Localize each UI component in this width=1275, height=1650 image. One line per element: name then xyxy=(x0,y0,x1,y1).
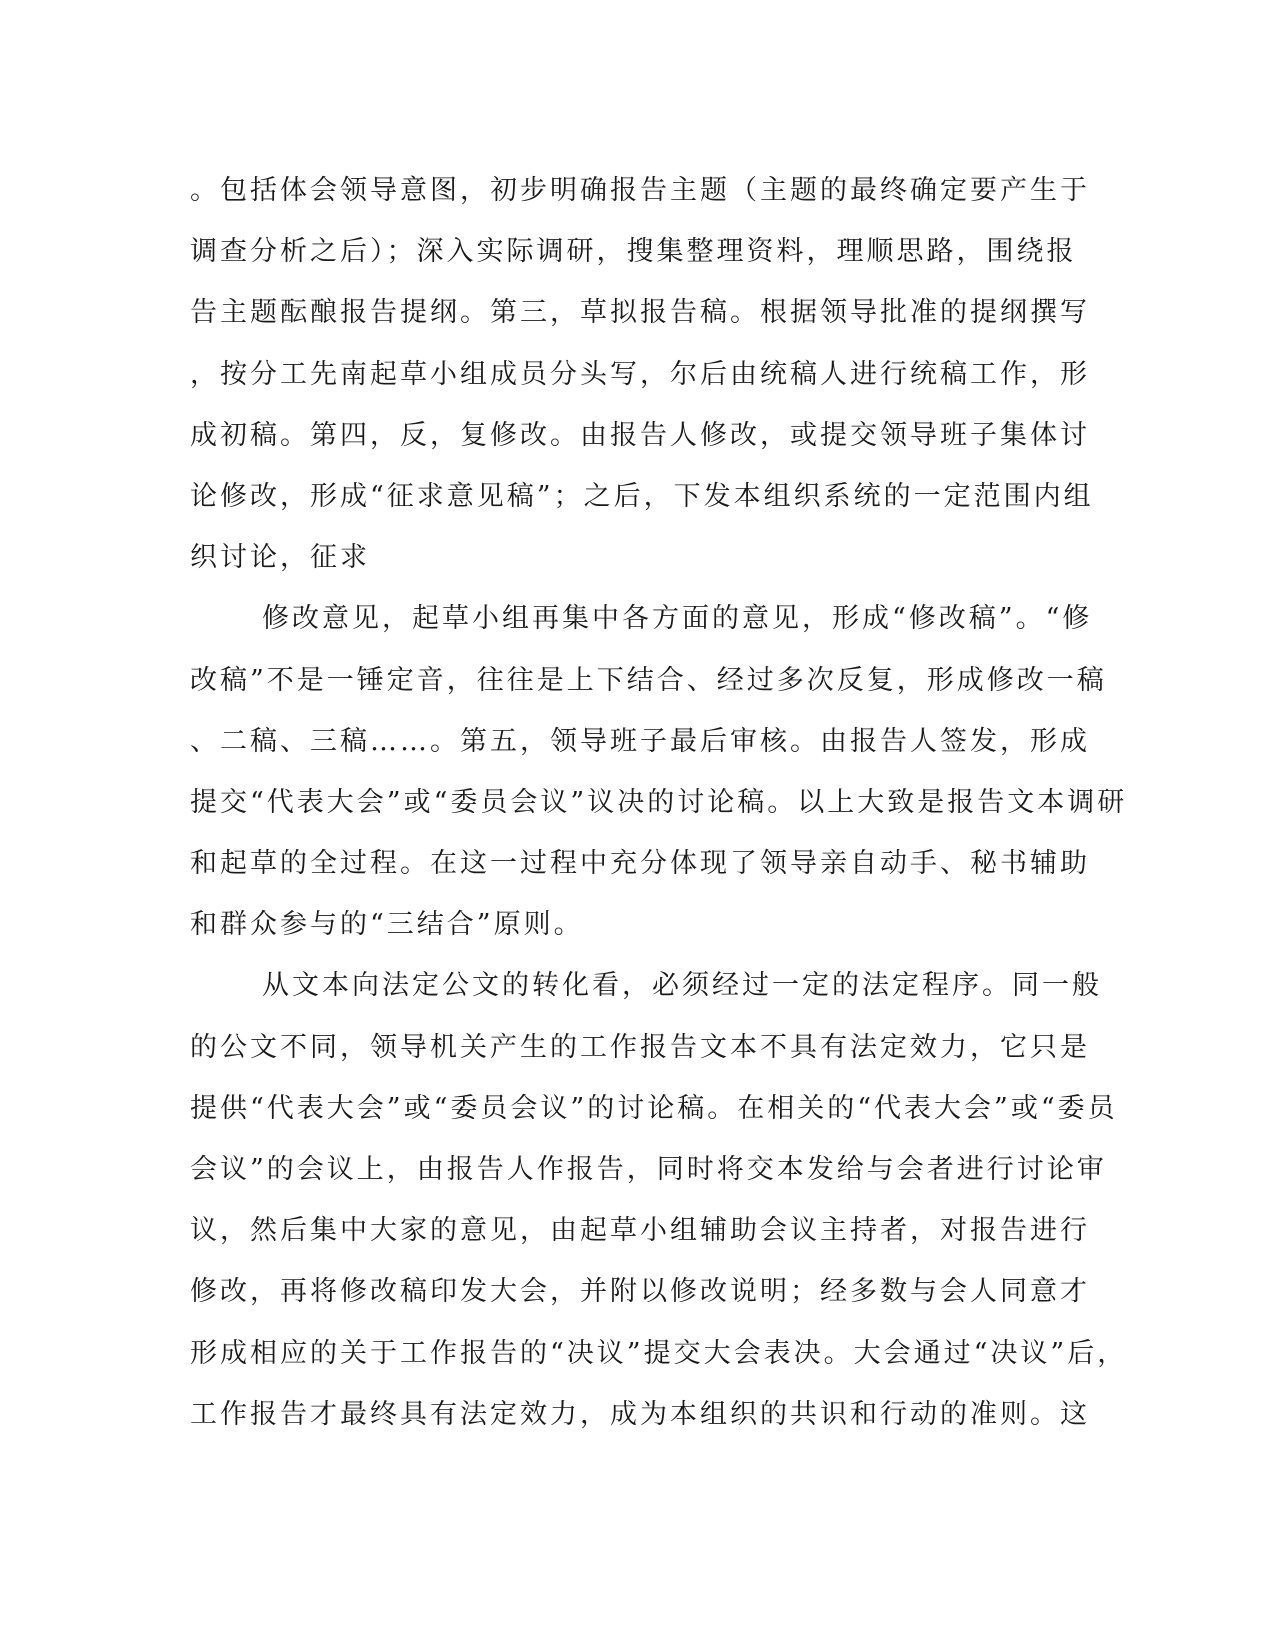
text-line: 、二稿、三稿……。第五，领导班子最后审核。由报告人签发，形成 xyxy=(190,725,1090,757)
text-line: ，按分工先南起草小组成员分头写，尔后由统稿人进行统稿工作，形 xyxy=(190,358,1090,390)
paragraph-3 xyxy=(190,955,1128,1445)
text-line: 形成相应的关于工作报告的“决议”提交大会表决。大会通过“决议”后， xyxy=(190,1337,1128,1369)
document-body xyxy=(190,160,1128,1445)
paragraph-2 xyxy=(190,588,1128,955)
text-line: 调查分析之后）；深入实际调研，搜集整理资料，理顺思路，围绕报 xyxy=(190,236,1077,268)
text-line: 修改意见，起草小组再集中各方面的意见，形成“修改稿”。“修 xyxy=(262,603,1093,635)
text-line: 从文本向法定公文的转化看，必须经过一定的法定程序。同一般 xyxy=(262,970,1102,1002)
paragraph-1 xyxy=(190,160,1094,588)
text-line: 会议”的会议上，由报告人作报告，同时将交本发给与会者进行讨论审 xyxy=(190,1154,1107,1185)
text-line: 和群众参与的“三结合”原则。 xyxy=(190,909,584,941)
text-line: 告主题酝酿报告提纲。第三，草拟报告稿。根据领导批准的提纲撰写 xyxy=(190,297,1090,329)
text-line: 提供“代表大会”或“委员会议”的讨论稿。在相关的“代表大会”或“委员 xyxy=(190,1092,1118,1124)
text-line: 提交“代表大会”或“委员会议”议决的讨论稿。以上大致是报告文本调研 xyxy=(190,786,1128,818)
text-line: 成初稿。第四，反，复修改。由报告人修改，或提交领导班子集体讨 xyxy=(190,419,1090,451)
text-line: 改稿”不是一锤定音，往往是上下结合、经过多次反复，形成修改一稿 xyxy=(190,664,1107,696)
text-line: 。包括体会领导意图，初步明确报告主题（主题的最终确定要产生于 xyxy=(190,175,1090,206)
text-line: 议，然后集中大家的意见，由起草小组辅助会议主持者，对报告进行 xyxy=(190,1215,1090,1247)
text-line: 论修改，形成“征求意见稿”；之后，下发本组织系统的一定范围内组 xyxy=(190,480,1094,512)
text-line: 和起草的全过程。在这一过程中充分体现了领导亲自动手、秘书辅助 xyxy=(190,848,1090,880)
text-line: 织讨论，征求 xyxy=(190,542,370,574)
text-line: 工作报告才最终具有法定效力，成为本组织的共识和行动的准则。这 xyxy=(190,1398,1090,1430)
text-line: 修改，再将修改稿印发大会，并附以修改说明；经多数与会人同意才 xyxy=(190,1276,1090,1308)
text-line: 的公文不同，领导机关产生的工作报告文本不具有法定效力，它只是 xyxy=(190,1031,1090,1063)
